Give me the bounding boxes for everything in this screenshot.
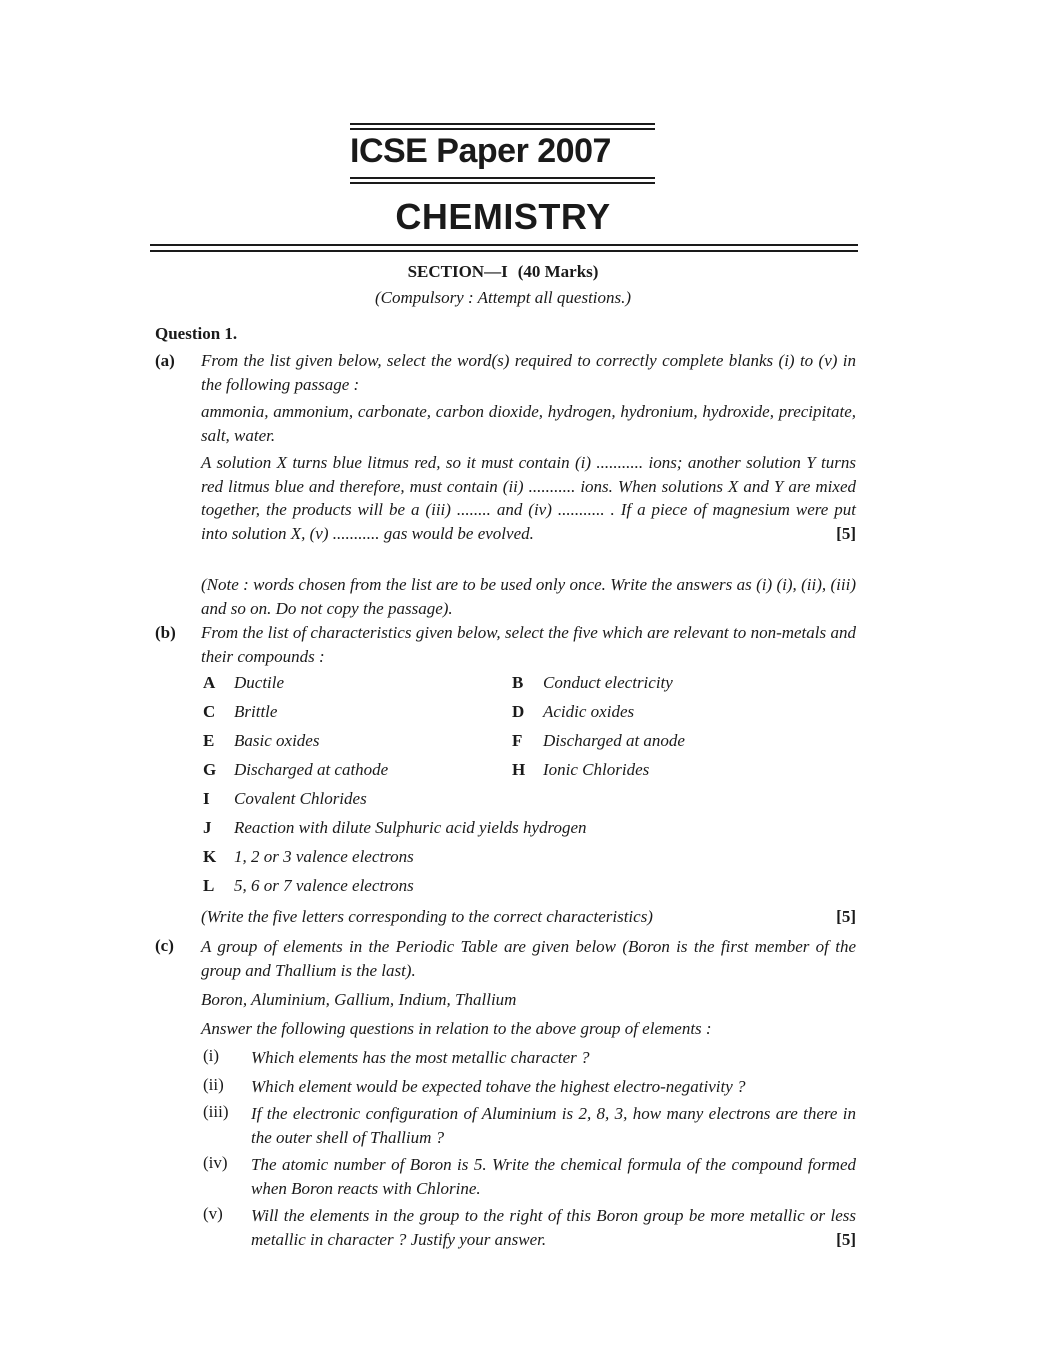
section-title: SECTION—I — [407, 262, 508, 281]
part-c-prompt: Answer the following questions in relation to the above group of elements : — [201, 1019, 712, 1038]
subject-rule-1 — [150, 244, 858, 246]
part-c-intro: A group of elements in the Periodic Table are given below (Boron is the first member of the group and Thallium is the last). — [201, 937, 856, 980]
section-heading — [150, 262, 856, 282]
part-c-marks: [5] — [836, 1229, 856, 1249]
option-a: A Ductile — [203, 673, 285, 692]
option-k: K 1, 2 or 3 valence electrons — [203, 847, 414, 866]
part-b-label: (b) — [155, 623, 176, 642]
title-rule-top-1 — [350, 123, 655, 125]
part-b-footer — [201, 905, 856, 929]
option-e: E Basic oxides — [203, 731, 320, 750]
title-rule-bottom-1 — [350, 177, 655, 179]
part-b-footer-text: (Write the five letters corresponding to the correct characteristics) — [201, 907, 653, 926]
option-g: G Discharged at cathode — [203, 760, 389, 779]
question-heading: Question 1. — [155, 324, 238, 343]
option-i: I Covalent Chlorides — [203, 789, 367, 808]
option-h: H Ionic Chlorides — [512, 760, 650, 779]
option-l: L 5, 6 or 7 valence electrons — [203, 876, 414, 895]
option-b: B Conduct electricity — [512, 673, 673, 692]
title-rule-top-2 — [350, 128, 655, 130]
section-note: (Compulsory : Attempt all questions.) — [374, 288, 632, 307]
part-a-instruction: From the list given below, select the word(s) required to correctly complete blanks (i) to (v) in the following passage : — [201, 351, 856, 394]
part-b-marks: [5] — [836, 907, 856, 926]
section-marks: (40 Marks) — [517, 262, 599, 281]
paper-title: ICSE Paper 2007 — [350, 132, 611, 170]
option-j: J Reaction with dilute Sulphuric acid yields hydrogen — [203, 818, 587, 837]
part-b-instruction: From the list of characteristics given below, select the five which are relevant to non-metals and their compounds : — [201, 623, 856, 666]
subject-rule-2 — [150, 250, 858, 252]
part-a-passage — [201, 451, 856, 545]
part-c-elements: Boron, Aluminium, Gallium, Indium, Thallium — [201, 990, 517, 1009]
option-d: D Acidic oxides — [512, 702, 635, 721]
part-a-word-list: ammonia, ammonium, carbonate, carbon dioxide, hydrogen, hydronium, hydroxide, precipitate, salt, water. — [201, 402, 856, 445]
subject-title: CHEMISTRY — [395, 196, 611, 237]
part-a-label: (a) — [155, 351, 175, 370]
part-c-label: (c) — [155, 936, 174, 955]
part-a-marks: [5] — [836, 523, 856, 543]
part-a-note: (Note : words chosen from the list are to be used only once. Write the answers as (i) (i), (ii), (iii) and so on. Do not copy the passage). — [201, 575, 856, 618]
option-c: C Brittle — [203, 702, 278, 721]
title-rule-bottom-2 — [350, 182, 655, 184]
option-f: F Discharged at anode — [512, 731, 685, 750]
part-a-passage-text: A solution X turns blue litmus red, so it must contain (i) ........... ions; another solution Y turns red litmus blue and therefore, must contain (ii) ........... ions. When solutions X and Y are mixed together, the products will be a (iii) ........ and (iv) ........... . If a piece of magnesium were put into solution X, (v) ........... gas would be evolved. — [201, 453, 856, 543]
subquestion-v-text-wrap: Will the elements in the group to the right of this Boron group be more metallic or less metallic in character ? Justify your answer. [5] — [251, 1204, 856, 1251]
